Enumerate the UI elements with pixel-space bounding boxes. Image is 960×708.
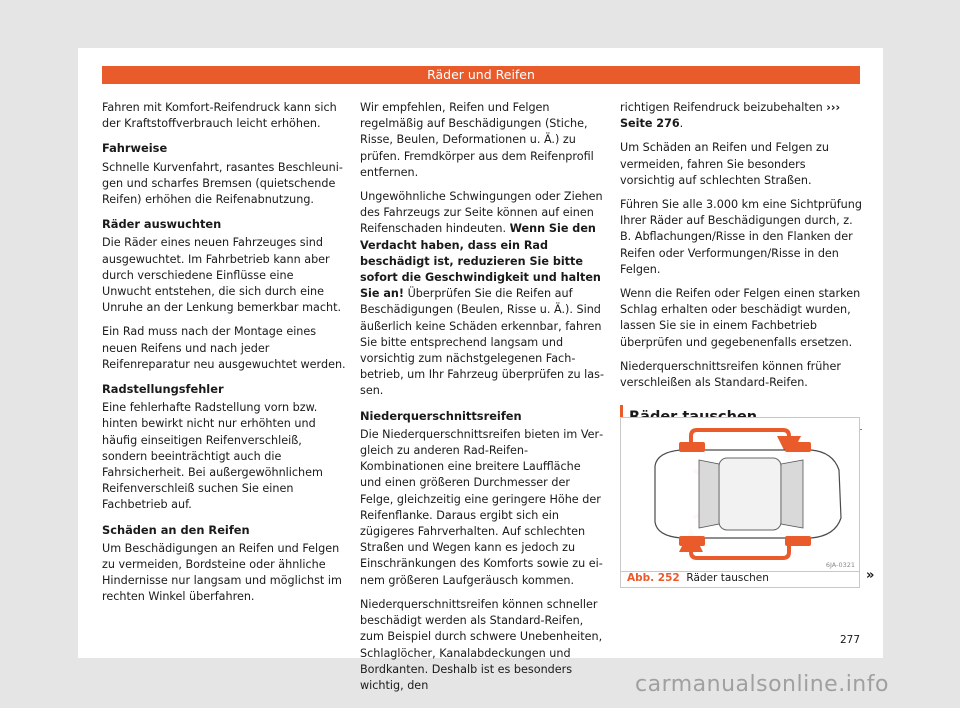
- warning-text: Wenn Sie den Verdacht haben, dass ein Rad beschädigt ist, reduzieren Sie bitte sofort die Geschwindigkeit und halten Sie an!: [360, 222, 601, 301]
- paragraph: Die Räder eines neuen Fahrzeuges sind ausgewuchtet. Im Fahrbetrieb kann aber durch verschiedene Einflüsse eine Unwucht entstehen, die sich durch eine Unruhe an der Lenkung bemerkbar macht.: [102, 236, 342, 315]
- paragraph: Um Beschädigungen an Reifen und Felgen zu vermeiden, Bordsteine oder ähnliche Hindernisse nur langsam und möglichst im rechten Winkel überfahren.: [102, 541, 342, 604]
- paragraph: Eine fehlerhafte Radstellung vorn bzw. hinten bewirkt nicht nur erhöhten und häufig einseitigen Reifenverschleiß, sondern beeinträchtigt auch die Fahrsicherheit. Bei außergewöhnlichem Reifenverschleiß suchen Sie einen Fachbetrieb auf.: [102, 401, 323, 512]
- paragraph: [360, 189, 604, 400]
- paragraph: Niederquerschnittsreifen können schneller beschädigt werden als Standard-Reifen, zum Beispiel durch schwere Unebenheiten, Schlaglöcher, Kanalabdeckungen und Bordkanten. Deshalb ist es besonders wichtig, den: [360, 597, 603, 692]
- continue-arrow-icon: »: [866, 568, 875, 583]
- page-link[interactable]: ››› Seite 276: [620, 101, 841, 131]
- figure-caption-text: Räder tauschen: [686, 572, 769, 584]
- heading-fahrweise: Fahrweise: [102, 141, 168, 156]
- page-number: 277: [840, 634, 861, 646]
- car-top-view-illustration: [621, 418, 859, 571]
- figure-code: 6JA-0321: [825, 561, 855, 569]
- column-1: [102, 100, 346, 614]
- paragraph: Niederquerschnittsreifen können früher verschleißen als Standard-Reifen.: [620, 359, 841, 390]
- figure-rotate-wheels: [620, 417, 860, 572]
- text: Überprüfen Sie die Reifen auf Beschädigungen (Beulen, Risse u. Ä.). Sind äußerlich keine Schäden erkennbar, fahren Sie bitte entsprechend langsam und vorsichtig zum nächstgelegenen Fachbetrieb, um Ihr Fahrzeug überprüfen zu lassen.: [360, 287, 605, 398]
- heading-niederquerschnittsreifen: Niederquerschnittsreifen: [360, 408, 522, 423]
- paragraph: Wir empfehlen, Reifen und Felgen regelmäßig auf Beschädigungen (Stiche, Risse, Beulen, Deformationen u. Ä.) zu prüfen. Fremdkörper aus dem Reifenprofil entfernen.: [360, 101, 594, 179]
- page-header: Räder und Reifen: [102, 66, 860, 84]
- column-2: [360, 100, 604, 702]
- figure-number: Abb. 252: [627, 572, 680, 584]
- paragraph: Schnelle Kurvenfahrt, rasantes Beschleunigen und scharfes Bremsen (quietschende Reifen) erhöhen die Reifenabnutzung.: [102, 160, 343, 207]
- watermark: carmanualsonline.info: [635, 672, 889, 697]
- paragraph: Führen Sie alle 3.000 km eine Sichtprüfung Ihrer Räder auf Beschädigungen durch, z. B. Abflachungen/Risse in den Flanken der Reifen oder Verformungen/Risse in den Felgen.: [620, 198, 862, 276]
- heading-radstellung: Radstellungsfehler: [102, 382, 224, 397]
- text: richtigen Reifendruck beizubehalten: [620, 101, 823, 114]
- column-3: [620, 100, 862, 440]
- paragraph: Fahren mit Komfort-Reifendruck kann sich der Kraftstoffverbrauch leicht erhöhen.: [102, 101, 337, 131]
- heading-schaeden: Schäden an den Reifen: [102, 522, 250, 537]
- heading-auswuchten: Räder auswuchten: [102, 217, 222, 232]
- paragraph: [620, 100, 862, 132]
- paragraph: Ein Rad muss nach der Montage eines neuen Reifens und nach jeder Reifenreparatur neu ausgewuchtet werden.: [102, 325, 346, 371]
- text: Ungewöhnliche Schwingungen oder Ziehen des Fahrzeugs zur Seite können auf einen Reifenschaden hindeuten.: [360, 190, 603, 236]
- text: .: [679, 117, 684, 131]
- paragraph: Die Niederquerschnittsreifen bieten im Vergleich zu anderen Rad-Reifen-Kombinationen eine breitere Lauffläche und einen größeren Durchmesser der Felge, gleichzeitig eine geringere Höhe der Reifenflanke. Daraus ergibt sich ein zügigeres Fahrverhalten. Auf schlechten Straßen und Wegen kann es jedoch zu Einschränkungen des Komforts sowie zu einem größeren Laufgeräusch kommen.: [360, 427, 604, 587]
- paragraph: Wenn die Reifen oder Felgen einen starken Schlag erhalten oder beschädigt wurden, lassen Sie sie in einem Fachbetrieb überprüfen und gegebenenfalls ersetzen.: [620, 287, 861, 349]
- figure-caption: [620, 569, 860, 588]
- paragraph: Um Schäden an Reifen und Felgen zu vermeiden, fahren Sie besonders vorsichtig auf schlechten Straßen.: [620, 141, 829, 187]
